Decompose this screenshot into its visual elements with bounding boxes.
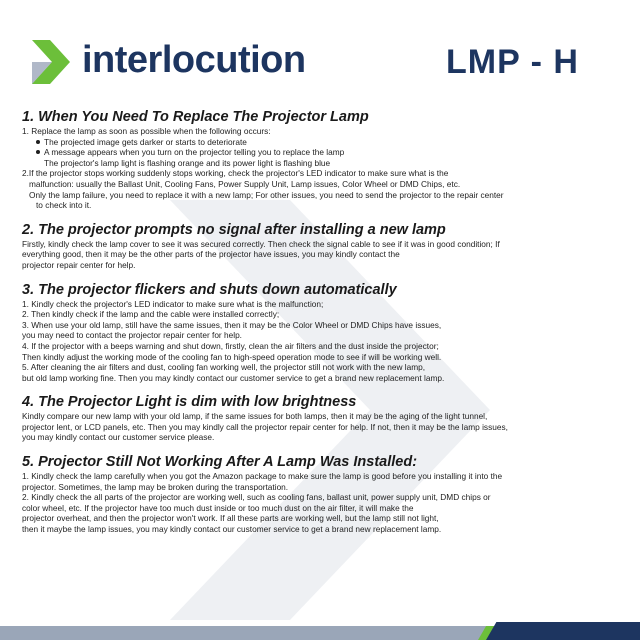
- text-line: [22, 168, 620, 179]
- text-line: [22, 503, 620, 514]
- brand-logo: LMP - H: [446, 43, 579, 81]
- text-line-content: projector lent, or LCD panels, etc. Then you may kindly call the projector repair center for help. If not, then it may be the lamp issues,: [22, 421, 508, 432]
- text-line: [22, 320, 620, 331]
- text-line-content: but old lamp working fine. Then you may kindly contact our customer service to get a brand new replacement lamp.: [22, 372, 445, 383]
- text-line: [22, 239, 620, 250]
- text-line: [22, 299, 620, 310]
- text-line-content: projector repair center for help.: [22, 259, 136, 270]
- text-line-content: The projector's lamp light is flashing orange and its power light is flashing blue: [44, 157, 331, 168]
- text-line: [22, 482, 620, 493]
- faq-content: [22, 108, 620, 535]
- text-line: [22, 432, 620, 443]
- section-gap: [22, 443, 620, 453]
- text-line: [22, 179, 620, 190]
- text-line: [22, 422, 620, 433]
- text-line: [22, 513, 620, 524]
- text-line-content: Only the lamp failure, you need to replace it with a new lamp; For other issues, you need to send the projector to the repair center: [29, 189, 504, 200]
- text-line-content: to check into it.: [36, 200, 92, 211]
- text-line-content: you may need to contact the projector repair center for help.: [22, 330, 242, 341]
- footer-bar: [0, 626, 500, 640]
- section-title: 4. The Projector Light is dim with low brightness: [22, 394, 357, 411]
- text-line-content: Then kindly adjust the working mode of the cooling fan to high-speed operation mode to see if will be working well.: [22, 351, 442, 362]
- brand-name: interlocution: [82, 39, 306, 81]
- bullet-icon: [36, 140, 40, 144]
- text-line: [22, 147, 620, 158]
- text-line: [22, 352, 620, 363]
- text-line-content: 2. Then kindly check if the lamp and the cable were installed correctly;: [22, 309, 280, 320]
- text-line-content: A message appears when you turn on the projector telling you to replace the lamp: [44, 147, 345, 158]
- text-line-content: then it maybe the lamp issues, you may kindly contact our customer service to get a brand new replacement lamp.: [22, 524, 442, 535]
- text-line-content: 1. Kindly check the projector's LED indicator to make sure what is the malfunction;: [22, 298, 324, 309]
- text-line-content: you may kindly contact our customer service please.: [22, 432, 215, 443]
- text-line: [22, 330, 620, 341]
- text-line-content: 1. Kindly check the lamp carefully when you got the Amazon package to make sure the lamp is good before you installing it into the: [22, 471, 503, 482]
- text-line: [22, 137, 620, 148]
- section-title: 1. When You Need To Replace The Projector Lamp: [22, 109, 369, 125]
- text-line-content: 2. Kindly check the all parts of the projector are working well, such as cooling fans, ballast unit, power supply unit, DMD chips or: [22, 492, 491, 503]
- text-line-content: projector. Sometimes, the lamp may be broken during the transportation.: [22, 481, 289, 492]
- text-line-content: 4. If the projector with a beeps warning and shut down, firstly, clean the air filters and the dust inside the projector;: [22, 340, 439, 351]
- text-line: [22, 260, 620, 271]
- text-line-content: The projected image gets darker or starts to deteriorate: [44, 136, 247, 147]
- section-title: 3. The projector flickers and shuts down automatically: [22, 281, 397, 298]
- section-gap: [22, 211, 620, 221]
- text-line: [22, 362, 620, 373]
- text-line-content: projector overheat, and then the projector won't work. If all these parts are working well, but the lamp still not light,: [22, 513, 439, 524]
- faq-section: [22, 108, 620, 211]
- text-line: [22, 373, 620, 384]
- text-line-content: Kindly compare our new lamp with your old lamp, if the same issues for both lamps, then it may be the aging of the light tunnel,: [22, 411, 488, 422]
- header: [0, 0, 640, 100]
- text-line-content: 1. Replace the lamp as soon as possible when the following occurs:: [22, 126, 271, 136]
- faq-section: [22, 393, 620, 443]
- faq-section: [22, 453, 620, 535]
- text-line-content: color wheel, etc. If the projector have too much dust inside or too much dust on the air filter, it will make the: [22, 502, 414, 513]
- text-line-content: 2.If the projector stops working suddenly stops working, check the projector's LED indicator to make sure what is the: [22, 168, 449, 179]
- faq-section: [22, 221, 620, 271]
- text-line: [22, 471, 620, 482]
- faq-section: [22, 281, 620, 384]
- text-line-content: 3. When use your old lamp, still have the same issues, then it may be the Color Wheel or DMD Chips have issues,: [22, 319, 442, 330]
- text-line: [22, 158, 620, 169]
- footer-accent-navy: [486, 622, 640, 640]
- text-line: [22, 309, 620, 320]
- text-line: [22, 249, 620, 260]
- section-title: 5. Projector Still Not Working After A Lamp Was Installed:: [22, 454, 418, 471]
- text-line: [22, 524, 620, 535]
- section-title: 2. The projector prompts no signal after installing a new lamp: [22, 221, 446, 238]
- text-line-content: everything good, then it may be the other parts of the projector have issues, you may kindly contact the: [22, 249, 400, 260]
- section-gap: [22, 383, 620, 393]
- text-line: [22, 126, 620, 137]
- text-line: [22, 190, 620, 201]
- chevron-logo-icon: [32, 40, 72, 84]
- text-line-content: Firstly, kindly check the lamp cover to see it was secured correctly. Then check the signal cable to see if it was in good condition; If: [22, 238, 500, 249]
- text-line: [22, 341, 620, 352]
- bullet-icon: [36, 150, 40, 154]
- text-line-content: 5. After cleaning the air filters and dust, cooling fan working well, the projector still not work with the new lamp,: [22, 362, 426, 373]
- text-line: [22, 411, 620, 422]
- section-gap: [22, 271, 620, 281]
- text-line-content: malfunction: usually the Ballast Unit, Cooling Fans, Power Supply Unit, Lamp issues, Color Wheel or DMD Chips, etc.: [29, 178, 461, 189]
- text-line: [22, 492, 620, 503]
- text-line: [22, 200, 620, 211]
